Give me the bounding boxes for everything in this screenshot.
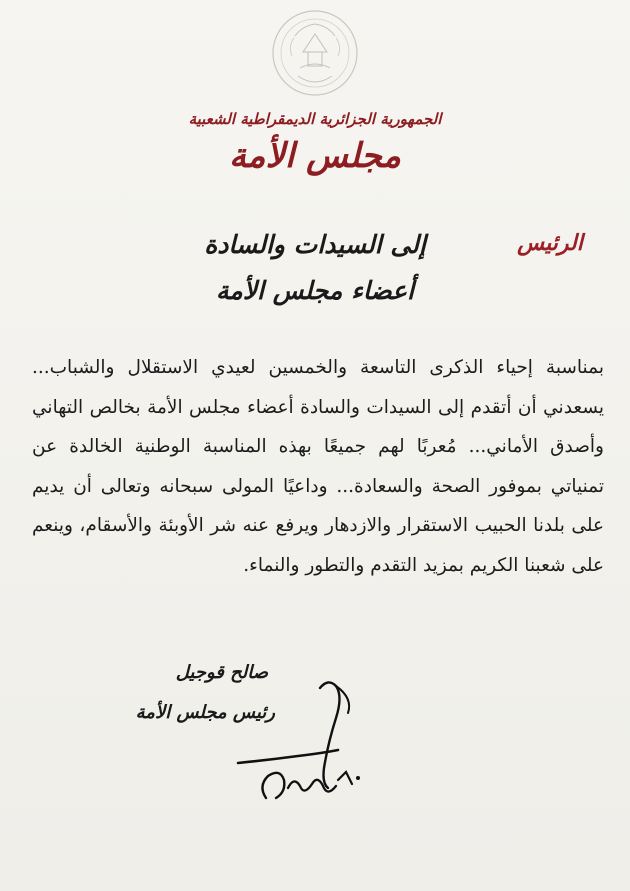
handwritten-signature: [228, 668, 373, 818]
body-paragraph: بمناسبة إحياء الذكرى التاسعة والخمسين لعيدي الاستقلال والشباب... يسعدني أن أتقدم إلى السيدات والسادة أعضاء مجلس الأمة بخالص التهاني وأصدق الأماني... مُعربًا لهم جميعًا بهذه المناسبة الوطنية الخالدة عن تمنياتي بموفور الصحة والسعادة... وداعيًا المولى سبحانه وتعالى أن يديم على بلدنا الحبيب الاستقرار والازدهار ويرفع عنه شر الأوبئة والأسقام، وينعم على شعبنا الكريم بمزيد التقدم والتطور والنماء.: [32, 357, 604, 576]
signatory-name: صالح قوجيل: [175, 662, 268, 683]
addressee-line-1: إلى السيدات والسادة: [204, 230, 426, 259]
signatory-title: رئيس مجلس الأمة: [135, 702, 275, 723]
president-title-stamp: الرئيس: [517, 230, 583, 256]
republic-name-header: الجمهورية الجزائرية الديمقراطية الشعبية: [188, 110, 442, 128]
addressee-block: [170, 222, 460, 314]
council-name-header: مجلس الأمة: [229, 136, 401, 176]
national-seal-emblem: [270, 6, 360, 100]
addressee-line-2: أعضاء مجلس الأمة: [216, 276, 414, 305]
letter-body: [32, 348, 604, 585]
